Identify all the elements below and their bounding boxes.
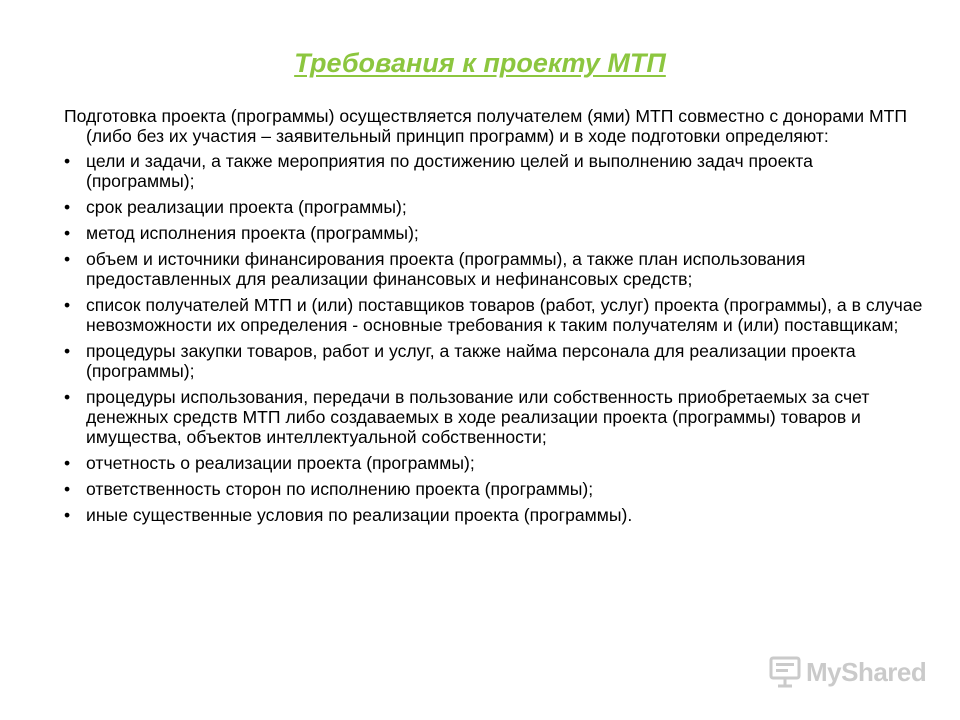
bullet-icon: •	[64, 505, 71, 525]
list-item-text: иные существенные условия по реализации проекта (программы).	[86, 505, 633, 525]
myshared-watermark	[768, 656, 926, 688]
list-item-text: срок реализации проекта (программы);	[86, 197, 407, 217]
bullet-icon: •	[64, 479, 71, 499]
list-item	[64, 341, 924, 381]
bullet-icon: •	[64, 223, 71, 243]
presentation-board-icon	[768, 656, 802, 688]
bullet-icon: •	[64, 295, 71, 315]
intro-paragraph: Подготовка проекта (программы) осуществляется получателем (ями) МТП совместно с донорами МТП (либо без их участия – заявительный принцип программ) и в ходе подготовки определяют:	[64, 106, 907, 146]
list-item	[64, 387, 924, 447]
list-item-text: цели и задачи, а также мероприятия по достижению целей и выполнению задач проекта (программы);	[86, 151, 813, 191]
list-item-text: процедуры использования, передачи в пользование или собственность приобретаемых за счет денежных средств МТП либо создаваемых в ходе реализации проекта (программы) товаров и имущества, объектов интеллектуальной собственности;	[86, 387, 870, 447]
list-item	[64, 197, 924, 217]
list-item	[64, 505, 924, 525]
slide-title: Требования к проекту МТП	[294, 48, 666, 78]
bullet-icon: •	[64, 249, 71, 269]
bullet-icon: •	[64, 453, 71, 473]
watermark-text: MyShared	[806, 656, 927, 687]
list-item-text: отчетность о реализации проекта (программы);	[86, 453, 475, 473]
list-item-text: объем и источники финансирования проекта (программы), а также план использования предоставленных для реализации финансовых и нефинансовых средств;	[86, 249, 806, 289]
list-item	[64, 223, 924, 243]
list-item-text: процедуры закупки товаров, работ и услуг, а также найма персонала для реализации проекта (программы);	[86, 341, 856, 381]
list-item-text: метод исполнения проекта (программы);	[86, 223, 419, 243]
requirements-list	[64, 151, 924, 525]
list-item-text: ответственность сторон по исполнению проекта (программы);	[86, 479, 594, 499]
list-item	[64, 479, 924, 499]
list-item	[64, 249, 924, 289]
list-item	[64, 295, 924, 335]
slide-body	[64, 106, 924, 531]
bullet-icon: •	[64, 197, 71, 217]
list-item	[64, 151, 924, 191]
bullet-icon: •	[64, 151, 71, 171]
list-item	[64, 453, 924, 473]
bullet-icon: •	[64, 387, 71, 407]
list-item-text: список получателей МТП и (или) поставщиков товаров (работ, услуг) проекта (программы), а в случае невозможности их определения - основные требования к таким получателям и (или) поставщикам;	[86, 295, 923, 335]
bullet-icon: •	[64, 341, 71, 361]
